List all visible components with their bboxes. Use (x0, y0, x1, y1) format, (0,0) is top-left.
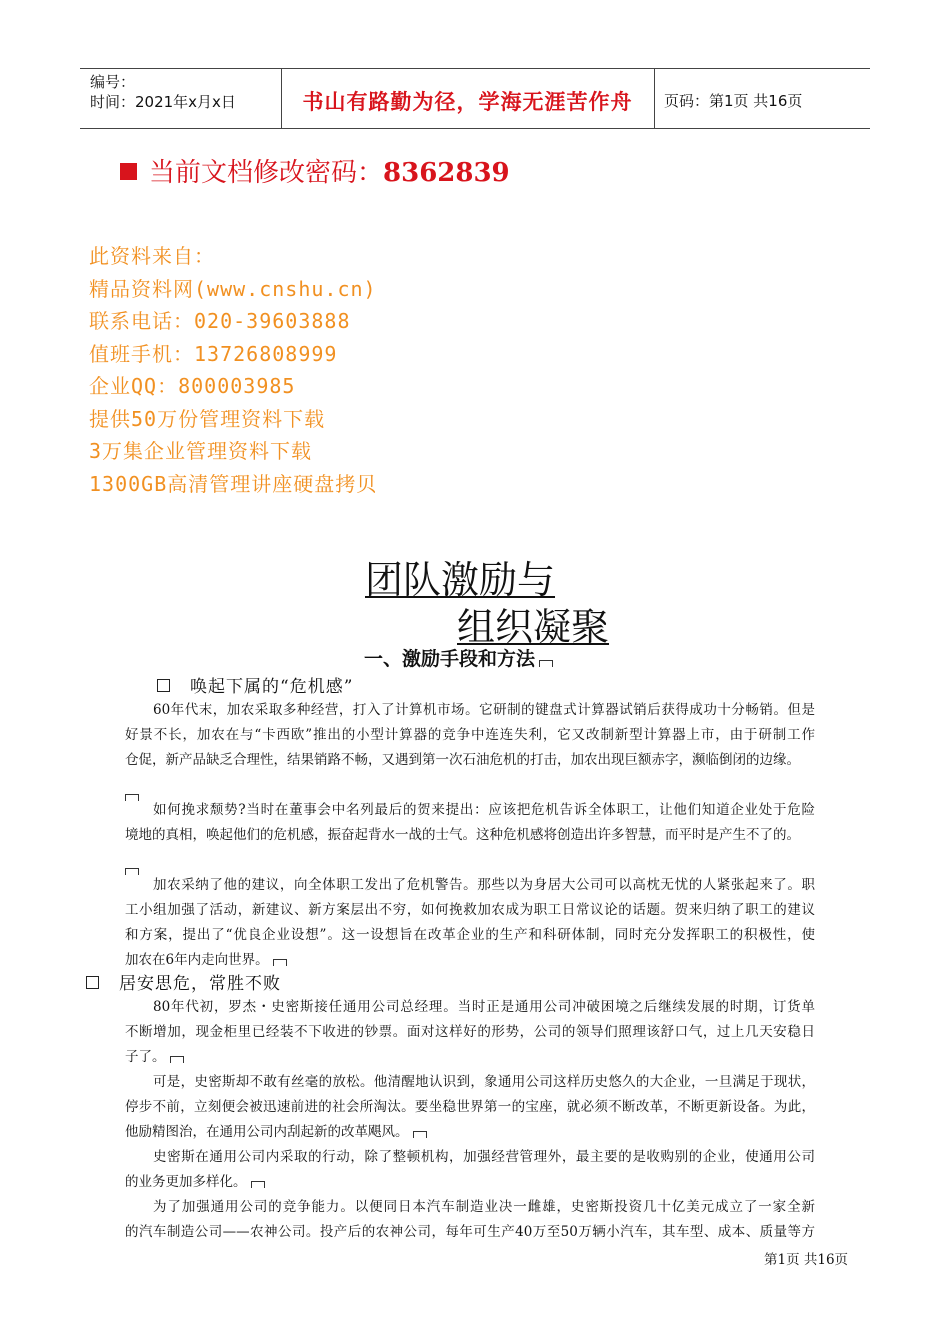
text-line: 不断增加，现金柜里已经装不下收进的钞票。面对这样好的形势，公司的领导们照理该舒口气，过上几天安稳日 (125, 1024, 815, 1040)
document-number-label: 编号： (90, 73, 136, 91)
paragraph-1 (125, 698, 815, 773)
paragraph-mark-icon (273, 959, 287, 966)
text-line-content: 子了。 (125, 1049, 166, 1065)
paragraph-4 (125, 995, 815, 1070)
page-header (80, 68, 870, 129)
text-line (125, 1120, 815, 1145)
text-line: 工小组加强了活动，新建议、新方案层出不穷，如何挽救加农成为职工日常议论的话题。贺来归纳了职工的建议 (125, 902, 815, 918)
source-line: 值班手机：13726808999 (89, 341, 338, 366)
text-line: 和方案，提出了“优良企业设想”。这一设想旨在改革企业的生产和科研体制，同时充分发挥职工的积极性，使 (125, 927, 815, 943)
text-line: 为了加强通用公司的竞争能力。以便同日本汽车制造业决一雌雄，史密斯投资几十亿美元成立了一家全新 (153, 1199, 815, 1215)
checkbox-bullet-icon (157, 679, 170, 692)
text-line: 80年代初，罗杰・史密斯接任通用公司总经理。当时正是通用公司冲破困境之后继续发展的时期，订货单 (153, 999, 815, 1015)
subsection-heading-2-text: 居安思危，常胜不败 (119, 974, 281, 994)
text-line-content: 他励精图治，在通用公司内刮起新的改革飓风。 (125, 1124, 409, 1140)
page-footer: 第1页 共16页 (764, 1252, 849, 1268)
text-line (125, 1045, 815, 1070)
paragraph-mark-icon (413, 1131, 427, 1138)
text-line: 停步不前，立刻便会被迅速前进的社会所淘汰。要坐稳世界第一的宝座，就必须不断改革，不断更新设备。为此， (125, 1099, 815, 1115)
paragraph-2 (125, 798, 815, 848)
document-time-label: 时间：2021年x月x日 (90, 93, 236, 111)
password-line (120, 152, 510, 188)
password-label: 当前文档修改密码： (149, 158, 384, 188)
header-right-cell (654, 69, 870, 128)
subsection-heading-2 (86, 969, 281, 994)
checkbox-bullet-icon (86, 976, 99, 989)
text-line (125, 1170, 815, 1195)
text-line-content: 加农在6年内走向世界。 (125, 952, 269, 968)
header-motto: 书山有路勤为径，学海无涯苦作舟 (302, 90, 633, 114)
red-square-bullet-icon (120, 163, 137, 180)
subsection-heading-1 (157, 672, 353, 697)
text-line: 如何挽求颓势?当时在董事会中名列最后的贺来提出：应该把危机告诉全体职工，让他们知道企业处于危险 (153, 802, 815, 818)
text-line: 加农采纳了他的建议，向全体职工发出了危机警告。那些以为身居大公司可以高枕无忧的人紧张起来了。职 (153, 877, 815, 893)
header-left-cell (80, 69, 282, 128)
source-line: 精品资料网(www.cnshu.cn) (89, 276, 377, 301)
source-line: 1300GB高清管理讲座硬盘拷贝 (89, 471, 378, 496)
source-line: 此资料来自： (89, 244, 215, 268)
source-line: 提供50万份管理资料下载 (89, 406, 326, 431)
password-code: 8362839 (383, 158, 510, 188)
text-line: 史密斯在通用公司内采取的行动，除了整顿机构，加强经营管理外，最主要的是收购别的企业，使通用公司 (153, 1149, 815, 1165)
header-page-label: 页码：第1页 共16页 (664, 92, 803, 110)
document-title-line1: 团队激励与 (365, 558, 556, 602)
text-line-content: 的业务更加多样化。 (125, 1174, 247, 1190)
text-line: 仓促，新产品缺乏合理性，结果销路不畅，又遇到第一次石油危机的打击，加农出现巨额赤字，濒临倒闭的边缘。 (125, 752, 800, 768)
header-center-cell (281, 69, 655, 128)
paragraph-6 (125, 1145, 815, 1195)
text-line: 境地的真相，唤起他们的危机感，振奋起背水一战的士气。这种危机感将创造出许多智慧，而平时是产生不了的。 (125, 827, 800, 843)
paragraph-7 (125, 1195, 815, 1245)
paragraph-5 (125, 1070, 815, 1145)
source-line: 企业QQ：800003985 (89, 374, 296, 398)
section-heading-text: 一、激励手段和方法 (364, 648, 536, 670)
source-info-block (89, 240, 377, 500)
paragraph-mark-icon (251, 1181, 265, 1188)
subsection-heading-1-text: 唤起下属的“危机感” (190, 677, 354, 697)
source-line: 3万集企业管理资料下载 (89, 439, 313, 463)
document-title-line2: 组织凝聚 (457, 605, 610, 649)
text-line: 的汽车制造公司——农神公司。投产后的农神公司，每年可生产40万至50万辆小汽车，其车型、成本、质量等方 (125, 1224, 815, 1240)
text-line: 可是，史密斯却不敢有丝毫的放松。他清醒地认识到，象通用公司这样历史悠久的大企业，一旦满足于现状， (153, 1074, 815, 1090)
paragraph-3 (125, 873, 815, 973)
source-line: 联系电话：020-39603888 (89, 309, 351, 333)
paragraph-mark-icon (539, 660, 553, 667)
text-line: 好景不长，加农在与“卡西欧”推出的小型计算器的竞争中连连失利，它又改制新型计算器上市，由于研制工作 (125, 727, 815, 743)
text-line: 60年代末，加农采取多种经营，打入了计算机市场。它研制的键盘式计算器试销后获得成功十分畅销。但是 (153, 702, 815, 718)
section-heading (364, 644, 553, 671)
paragraph-mark-icon (170, 1056, 184, 1063)
